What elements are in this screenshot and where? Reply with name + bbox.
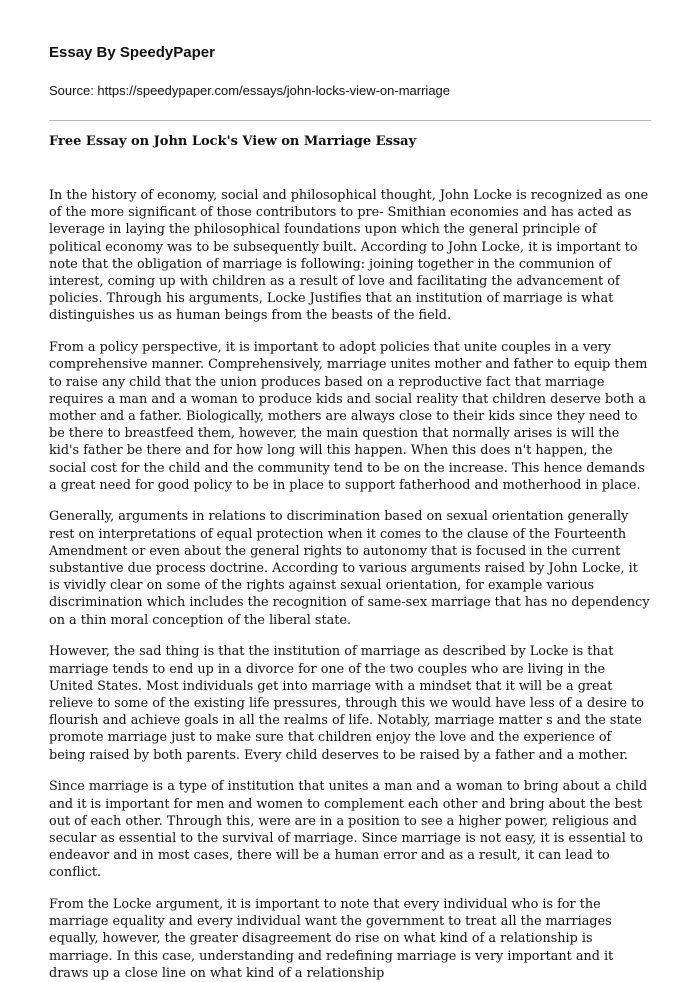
essay-body [49, 187, 651, 982]
paragraph-5: Since marriage is a type of institution that unites a man and a woman to bring about a child and it is important for men and women to complement each other and bring about the best out of each other. Through this, were are in a position to see a higher power, religious and secular as essential to the survival of marriage. Since marriage is not easy, it is essential to endeavor and in most cases, there will be a human error and as a result, it can lead to conflict. [49, 779, 648, 881]
paragraph-3: Generally, arguments in relations to discrimination based on sexual orientation generally rest on interpretations of equal protection when it comes to the clause of the Fourteenth Amendment or even about the general rights to autonomy that is focused in the current substantive due process doctrine. According to various arguments raised by John Locke, it is vividly clear on some of the rights against sexual orientation, for example various discrimination which includes the recognition of same-sex marriage that has no dependency on a thin moral conception of the liberal state. [49, 509, 650, 628]
divider [49, 120, 651, 121]
paragraph-1: In the history of economy, social and philosophical thought, John Locke is recognized as one of the more significant of those contributors to pre- Smithian economies and has acted as leverage in laying the philosophical foundations upon which the general principle of political economy was to be subsequently built. According to John Locke, it is important to note that the obligation of marriage is following: joining together in the communion of interest, coming up with children as a result of love and facilitating the advancement of policies. Through his arguments, Locke Justifies that an institution of marriage is what distinguishes us as human beings from the beasts of the field. [49, 188, 649, 324]
source-link[interactable]: Source: https://speedypaper.com/essays/john-locks-view-on-marriage [49, 83, 451, 98]
paragraph-4: However, the sad thing is that the institution of marriage as described by Locke is that marriage tends to end up in a divorce for one of the two couples who are living in the United States. Most individuals get into marriage with a mindset that it will be a great relieve to some of the existing life pressures, through this we would have less of a desire to flourish and achieve goals in all the realms of life. Notably, marriage matter s and the state promote marriage just to make sure that children enjoy the love and the experience of being raised by both parents. Every child deserves to be raised by a father and a mother. [49, 644, 644, 763]
paragraph-2: From a policy perspective, it is important to adopt policies that unite couples in a very comprehensive manner. Comprehensively, marriage unites mother and father to equip them to raise any child that the union produces based on a reproductive fact that marriage requires a man and a woman to produce kids and social reality that children deserve both a mother and a father. Biologically, mothers are always close to their kids since they need to be there to breastfeed them, however, the main question that normally arises is will the kid's father be there and for how long will this happen. When this does n't happen, the social cost for the child and the community tend to be on the increase. This hence demands a great need for good policy to be in place to support fatherhood and motherhood in place. [49, 340, 648, 493]
brand-title: Essay By SpeedyPaper [49, 44, 215, 61]
essay-title: Free Essay on John Lock's View on Marriage Essay [49, 134, 417, 149]
paragraph-6: From the Locke argument, it is important to note that every individual who is for the marriage equality and every individual want the government to treat all the marriages equally, however, the greater disagreement do rise on what kind of a relationship is marriage. In this case, understanding and redefining marriage is very important and it draws up a close line on what kind of a relationship [49, 897, 614, 981]
